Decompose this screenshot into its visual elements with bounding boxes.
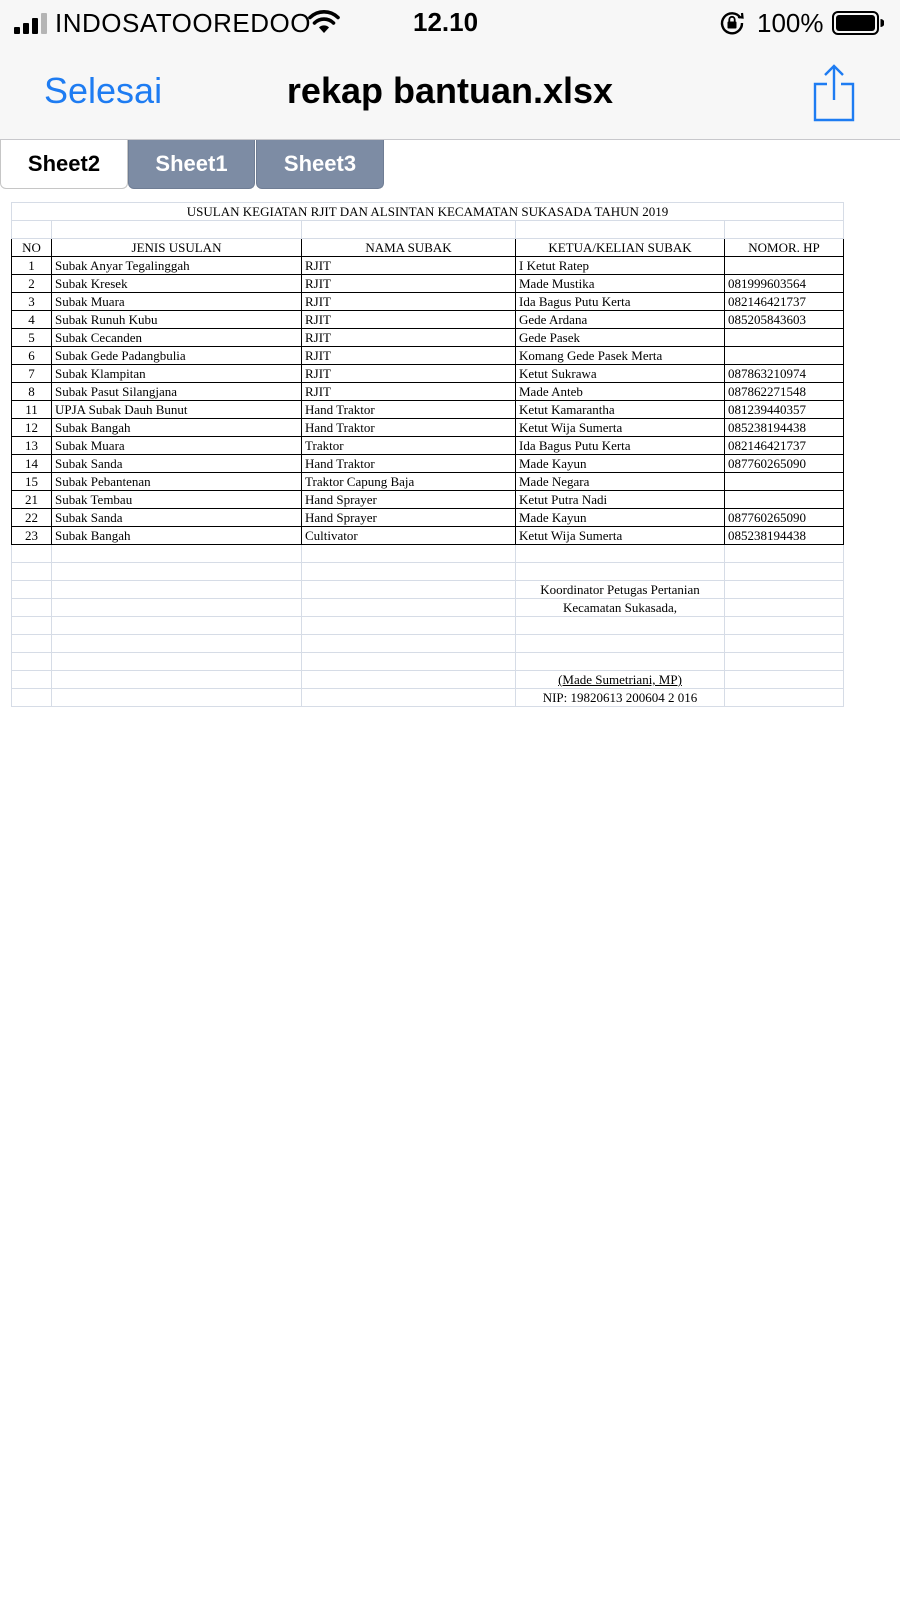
empty-cell[interactable] — [725, 671, 844, 689]
column-header[interactable]: NAMA SUBAK — [302, 239, 516, 257]
empty-row — [12, 617, 844, 635]
table-cell[interactable]: RJIT — [302, 329, 516, 347]
table-cell[interactable]: Ida Bagus Putu Kerta — [516, 293, 725, 311]
column-header[interactable]: KETUA/KELIAN SUBAK — [516, 239, 725, 257]
table-cell[interactable]: RJIT — [302, 257, 516, 275]
table-cell[interactable]: Made Anteb — [516, 383, 725, 401]
carrier-name: INDOSATOOREDOO — [55, 8, 311, 38]
empty-cell[interactable] — [52, 635, 302, 653]
table-cell[interactable]: 1 — [12, 257, 52, 275]
empty-cell[interactable] — [302, 221, 516, 239]
table-cell[interactable]: Hand Traktor — [302, 419, 516, 437]
table-cell[interactable]: Subak Klampitan — [52, 365, 302, 383]
empty-cell[interactable] — [725, 221, 844, 239]
empty-cell[interactable] — [12, 221, 52, 239]
empty-cell[interactable] — [725, 635, 844, 653]
table-cell[interactable]: Ketut Kamarantha — [516, 401, 725, 419]
wifi-icon — [308, 9, 340, 35]
table-row — [12, 329, 844, 347]
table-cell[interactable] — [725, 347, 844, 365]
empty-cell[interactable] — [302, 617, 516, 635]
table-cell[interactable]: 5 — [12, 329, 52, 347]
empty-row — [12, 221, 844, 239]
table-cell[interactable]: Gede Ardana — [516, 311, 725, 329]
table-cell[interactable]: Subak Kresek — [52, 275, 302, 293]
share-icon[interactable] — [810, 60, 858, 124]
table-cell[interactable]: Subak Sanda — [52, 455, 302, 473]
empty-cell[interactable] — [52, 599, 302, 617]
table-cell[interactable]: Subak Muara — [52, 293, 302, 311]
table-cell[interactable]: Traktor — [302, 437, 516, 455]
table-cell[interactable]: Subak Bangah — [52, 419, 302, 437]
table-cell[interactable] — [725, 257, 844, 275]
table-cell[interactable]: 085238194438 — [725, 527, 844, 545]
empty-cell[interactable] — [52, 581, 302, 599]
signature-row — [12, 581, 844, 599]
table-cell[interactable] — [725, 473, 844, 491]
empty-cell[interactable] — [12, 563, 52, 581]
table-cell[interactable]: Subak Pasut Silangjana — [52, 383, 302, 401]
empty-cell[interactable] — [516, 635, 725, 653]
empty-cell[interactable] — [725, 545, 844, 563]
empty-cell[interactable] — [12, 635, 52, 653]
empty-cell[interactable] — [52, 689, 302, 707]
table-cell[interactable]: 087862271548 — [725, 383, 844, 401]
table-cell[interactable]: 6 — [12, 347, 52, 365]
table-cell[interactable]: 081239440357 — [725, 401, 844, 419]
table-cell[interactable]: 14 — [12, 455, 52, 473]
table-row — [12, 275, 844, 293]
table-cell[interactable]: 12 — [12, 419, 52, 437]
table-cell[interactable]: 082146421737 — [725, 293, 844, 311]
empty-cell[interactable] — [52, 221, 302, 239]
table-cell[interactable]: 087760265090 — [725, 509, 844, 527]
empty-cell[interactable] — [302, 689, 516, 707]
table-row — [12, 527, 844, 545]
empty-cell[interactable] — [302, 581, 516, 599]
empty-cell[interactable] — [12, 545, 52, 563]
table-row — [12, 473, 844, 491]
table-cell[interactable]: 8 — [12, 383, 52, 401]
empty-cell[interactable] — [12, 617, 52, 635]
table-cell[interactable]: Traktor Capung Baja — [302, 473, 516, 491]
table-cell[interactable]: Made Kayun — [516, 455, 725, 473]
table-header-row — [12, 239, 844, 257]
table-row — [12, 401, 844, 419]
empty-cell[interactable] — [12, 653, 52, 671]
table-cell[interactable]: Hand Sprayer — [302, 491, 516, 509]
empty-cell[interactable] — [725, 581, 844, 599]
table-row — [12, 455, 844, 473]
table-row — [12, 311, 844, 329]
empty-cell[interactable] — [725, 617, 844, 635]
table-cell[interactable]: 085205843603 — [725, 311, 844, 329]
table-cell[interactable]: RJIT — [302, 347, 516, 365]
table-row — [12, 491, 844, 509]
table-row — [12, 257, 844, 275]
table-row — [12, 347, 844, 365]
table-cell[interactable]: Subak Runuh Kubu — [52, 311, 302, 329]
empty-cell[interactable] — [516, 653, 725, 671]
table-cell[interactable]: 11 — [12, 401, 52, 419]
empty-cell[interactable] — [516, 563, 725, 581]
empty-cell[interactable] — [52, 671, 302, 689]
table-cell[interactable]: Cultivator — [302, 527, 516, 545]
empty-row — [12, 545, 844, 563]
empty-cell[interactable] — [516, 221, 725, 239]
empty-cell[interactable] — [302, 563, 516, 581]
tab-sheet1[interactable]: Sheet1 — [128, 140, 255, 189]
table-cell[interactable]: 22 — [12, 509, 52, 527]
table-cell[interactable]: 13 — [12, 437, 52, 455]
table-cell[interactable]: Subak Pebantenan — [52, 473, 302, 491]
table-cell[interactable]: Made Mustika — [516, 275, 725, 293]
tab-sheet2[interactable]: Sheet2 — [0, 140, 128, 189]
empty-cell[interactable] — [302, 653, 516, 671]
status-bar — [0, 0, 900, 48]
table-cell[interactable]: RJIT — [302, 275, 516, 293]
navigation-bar — [0, 48, 900, 140]
table-cell[interactable]: Subak Gede Padangbulia — [52, 347, 302, 365]
table-row — [12, 509, 844, 527]
table-cell[interactable]: RJIT — [302, 293, 516, 311]
tab-sheet3[interactable]: Sheet3 — [256, 140, 384, 189]
signature-row — [12, 689, 844, 707]
empty-cell[interactable] — [12, 689, 52, 707]
table-cell[interactable]: Komang Gede Pasek Merta — [516, 347, 725, 365]
table-cell[interactable]: UPJA Subak Dauh Bunut — [52, 401, 302, 419]
column-header[interactable]: NOMOR. HP — [725, 239, 844, 257]
empty-row — [12, 635, 844, 653]
signature-title[interactable]: Koordinator Petugas Pertanian — [516, 581, 725, 599]
table-cell[interactable]: 085238194438 — [725, 419, 844, 437]
table-cell[interactable]: RJIT — [302, 311, 516, 329]
signature-row — [12, 599, 844, 617]
table-cell[interactable]: 15 — [12, 473, 52, 491]
table-cell[interactable]: Subak Anyar Tegalinggah — [52, 257, 302, 275]
empty-cell[interactable] — [725, 689, 844, 707]
empty-cell[interactable] — [725, 563, 844, 581]
table-cell[interactable]: RJIT — [302, 365, 516, 383]
table-row — [12, 293, 844, 311]
empty-cell[interactable] — [302, 671, 516, 689]
signature-nip[interactable]: NIP: 19820613 200604 2 016 — [516, 689, 725, 707]
empty-cell[interactable] — [516, 617, 725, 635]
sheet-tab-strip — [0, 140, 900, 190]
table-cell[interactable]: Ketut Sukrawa — [516, 365, 725, 383]
table-cell[interactable]: I Ketut Ratep — [516, 257, 725, 275]
table-cell[interactable]: Subak Sanda — [52, 509, 302, 527]
signature-name-text: (Made Sumetriani, MP) — [558, 672, 682, 687]
empty-cell[interactable] — [516, 545, 725, 563]
table-row — [12, 383, 844, 401]
sheet-title[interactable]: USULAN KEGIATAN RJIT DAN ALSINTAN KECAMATAN SUKASADA TAHUN 2019 — [12, 203, 844, 221]
table-cell[interactable] — [725, 491, 844, 509]
table-cell[interactable]: 2 — [12, 275, 52, 293]
table-row — [12, 419, 844, 437]
signature-location[interactable]: Kecamatan Sukasada, — [516, 599, 725, 617]
table-cell[interactable]: Hand Traktor — [302, 401, 516, 419]
table-cell[interactable]: Ketut Putra Nadi — [516, 491, 725, 509]
empty-cell[interactable] — [302, 599, 516, 617]
empty-cell[interactable] — [302, 635, 516, 653]
battery-icon — [832, 11, 884, 35]
table-cell[interactable] — [725, 329, 844, 347]
empty-cell[interactable] — [52, 545, 302, 563]
table-cell[interactable]: Subak Cecanden — [52, 329, 302, 347]
table-cell[interactable]: Subak Muara — [52, 437, 302, 455]
table-cell[interactable]: Subak Bangah — [52, 527, 302, 545]
table-row — [12, 365, 844, 383]
empty-cell[interactable] — [302, 545, 516, 563]
column-header[interactable]: NO — [12, 239, 52, 257]
cellular-signal-icon — [14, 12, 52, 34]
table-cell[interactable]: Gede Pasek — [516, 329, 725, 347]
empty-cell[interactable] — [52, 617, 302, 635]
empty-cell[interactable] — [725, 599, 844, 617]
empty-cell[interactable] — [52, 563, 302, 581]
empty-cell[interactable] — [12, 599, 52, 617]
done-button[interactable]: Selesai — [44, 70, 163, 111]
table-cell[interactable]: 21 — [12, 491, 52, 509]
spreadsheet-grid[interactable] — [11, 202, 844, 707]
empty-cell[interactable] — [725, 653, 844, 671]
table-cell[interactable]: Made Kayun — [516, 509, 725, 527]
table-cell[interactable]: 081999603564 — [725, 275, 844, 293]
document-title: rekap bantuan.xlsx — [286, 70, 614, 111]
table-cell[interactable]: 7 — [12, 365, 52, 383]
table-cell[interactable]: Hand Traktor — [302, 455, 516, 473]
empty-cell[interactable] — [12, 581, 52, 599]
table-cell[interactable]: Ida Bagus Putu Kerta — [516, 437, 725, 455]
signature-name[interactable] — [516, 671, 725, 689]
clock: 12.10 — [413, 7, 479, 37]
table-cell[interactable]: 4 — [12, 311, 52, 329]
empty-cell[interactable] — [12, 671, 52, 689]
table-cell[interactable]: Subak Tembau — [52, 491, 302, 509]
table-cell[interactable]: Made Negara — [516, 473, 725, 491]
sheet-title-row — [12, 203, 844, 221]
empty-row — [12, 563, 844, 581]
column-header[interactable]: JENIS USULAN — [52, 239, 302, 257]
table-cell[interactable]: 23 — [12, 527, 52, 545]
table-cell[interactable]: Ketut Wija Sumerta — [516, 527, 725, 545]
table-cell[interactable]: 082146421737 — [725, 437, 844, 455]
empty-row — [12, 653, 844, 671]
table-cell[interactable]: Hand Sprayer — [302, 509, 516, 527]
table-cell[interactable]: 087760265090 — [725, 455, 844, 473]
table-row — [12, 437, 844, 455]
signature-row — [12, 671, 844, 689]
table-cell[interactable]: 3 — [12, 293, 52, 311]
rotation-lock-icon — [719, 10, 745, 36]
battery-percentage: 100% — [757, 8, 824, 38]
table-cell[interactable]: RJIT — [302, 383, 516, 401]
table-cell[interactable]: 087863210974 — [725, 365, 844, 383]
table-cell[interactable]: Ketut Wija Sumerta — [516, 419, 725, 437]
empty-cell[interactable] — [52, 653, 302, 671]
